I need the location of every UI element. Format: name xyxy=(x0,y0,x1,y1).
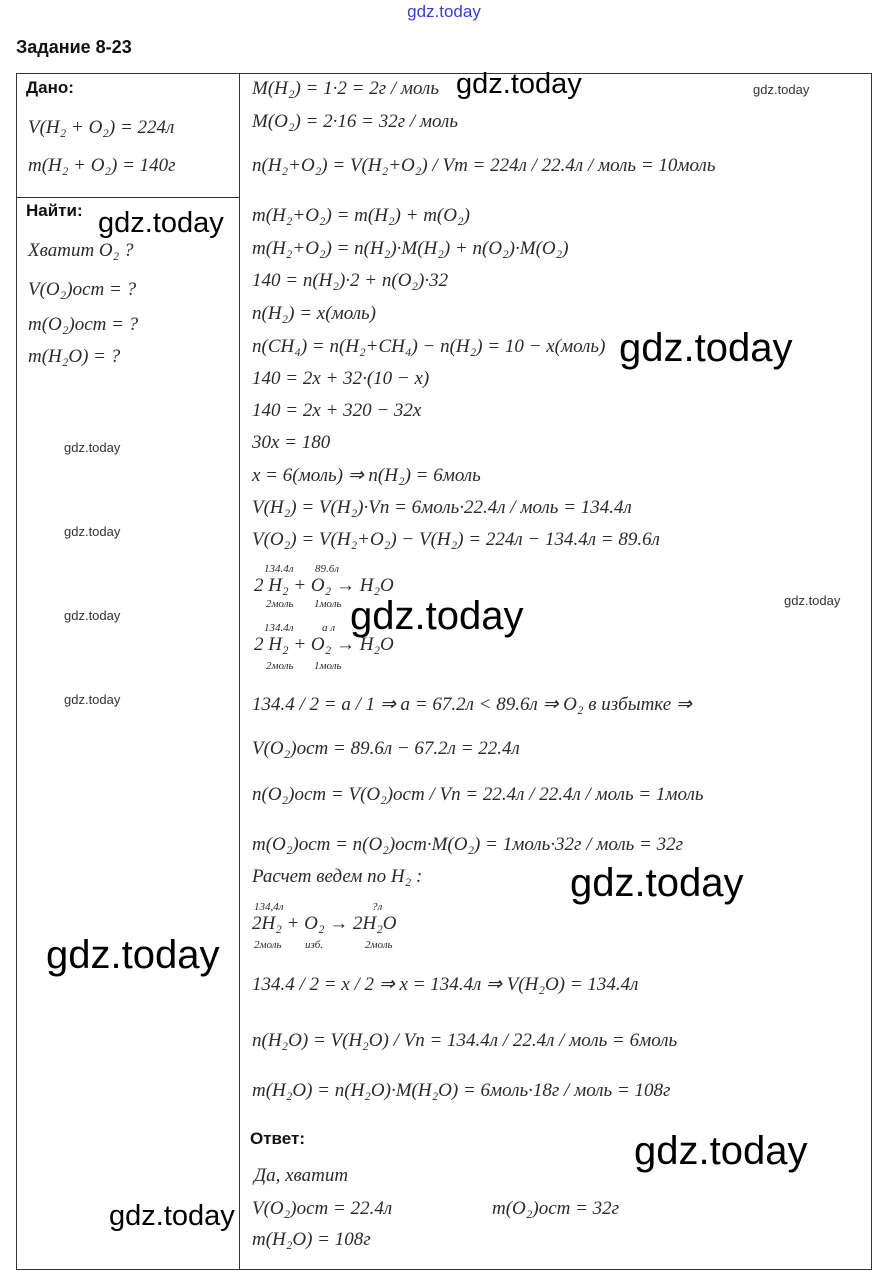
solution-line: 140 = n(H₂)·2 + n(O₂)·32 xyxy=(252,270,449,291)
solution-line: V(O₂) = V(H₂+O₂) − V(H₂) = 224л − 134.4л = 89.6л xyxy=(252,529,660,550)
solution-line: m(H₂+O₂) = n(H₂)·M(H₂) + n(O₂)·M(O₂) xyxy=(252,238,569,259)
watermark: gdz.today xyxy=(64,608,121,623)
reaction-label: 134.4л xyxy=(264,563,294,575)
find-label: Найти: xyxy=(26,201,83,220)
column-divider xyxy=(239,73,240,1270)
solution-line: M(H₂) = 1·2 = 2г / моль xyxy=(252,78,439,99)
answer-line: V(O₂)ост = 22.4л xyxy=(252,1198,393,1219)
solution-line: 140 = 2x + 32·(10 − x) xyxy=(252,368,430,389)
find-line: m(O₂)ост = ? xyxy=(28,314,139,335)
given-line: m(H₂ + O₂) = 140г xyxy=(28,155,176,176)
watermark: gdz.today xyxy=(64,524,121,539)
watermark: gdz.today xyxy=(634,1129,808,1173)
solution-line: x = 6(моль) ⇒ n(H₂) = 6моль xyxy=(252,465,481,486)
watermark: gdz.today xyxy=(64,692,121,707)
reaction-label: 134,4л xyxy=(254,901,284,913)
reaction-label: 2моль xyxy=(365,939,393,951)
site-header[interactable]: gdz.today xyxy=(407,2,481,21)
solution-line: n(O₂)ост = V(O₂)ост / Vn = 22.4л / 22.4л / моль = 1моль xyxy=(252,784,704,805)
solution-line: 134.4 / 2 = x / 2 ⇒ x = 134.4л ⇒ V(H₂O) = 134.4л xyxy=(252,974,639,995)
answer-line: m(H₂O) = 108г xyxy=(252,1229,371,1250)
given-find-divider xyxy=(16,197,240,198)
solution-line: 140 = 2x + 320 − 32x xyxy=(252,400,422,421)
task-title: Задание 8-23 xyxy=(16,37,132,57)
watermark: gdz.today xyxy=(98,207,224,239)
reaction-label: 2моль xyxy=(266,660,294,672)
solution-line: n(H₂+O₂) = V(H₂+O₂) / Vm = 224л / 22.4л / моль = 10моль xyxy=(252,155,716,176)
solution-line: m(O₂)ост = n(O₂)ост·M(O₂) = 1моль·32г / моль = 32г xyxy=(252,834,684,855)
answer-line: Да, хватит xyxy=(254,1165,349,1186)
watermark: gdz.today xyxy=(109,1200,235,1232)
solution-line: 30x = 180 xyxy=(252,432,331,453)
reaction-label: 1моль xyxy=(314,598,342,610)
reaction-label: 1моль xyxy=(314,660,342,672)
watermark: gdz.today xyxy=(46,933,220,977)
solution-line: V(O₂)ост = 89.6л − 67.2л = 22.4л xyxy=(252,738,520,759)
reaction-label: ?л xyxy=(372,901,383,913)
find-line: V(O₂)ост = ? xyxy=(28,279,137,300)
watermark: gdz.today xyxy=(784,593,841,608)
solution-line: n(H₂O) = V(H₂O) / Vn = 134.4л / 22.4л / моль = 6моль xyxy=(252,1030,678,1051)
solution-line: 134.4 / 2 = a / 1 ⇒ a = 67.2л < 89.6л ⇒ O₂ в избытке ⇒ xyxy=(252,694,692,715)
solution-line: m(H₂+O₂) = m(H₂) + m(O₂) xyxy=(252,205,470,226)
watermark: gdz.today xyxy=(64,440,121,455)
find-line: m(H₂O) = ? xyxy=(28,346,121,367)
watermark: gdz.today xyxy=(753,82,810,97)
reaction-label: a л xyxy=(322,622,336,634)
reaction-equation: 2 H₂ + O₂ → H₂O xyxy=(254,634,394,655)
reaction-label: изб. xyxy=(305,939,324,951)
answer-label: Ответ: xyxy=(250,1129,305,1148)
reaction-equation: 2 H₂ + O₂ → H₂O xyxy=(254,575,394,596)
reaction-label: 2моль xyxy=(266,598,294,610)
solution-line: n(H₂) = x(моль) xyxy=(252,303,376,324)
watermark: gdz.today xyxy=(456,68,582,100)
solution-line: V(H₂) = V(H₂)·Vn = 6моль·22.4л / моль = 134.4л xyxy=(252,497,632,518)
given-line: V(H₂ + O₂) = 224л xyxy=(28,117,175,138)
solution-line: M(O₂) = 2·16 = 32г / моль xyxy=(252,111,458,132)
find-line: Хватит O₂ ? xyxy=(28,240,134,261)
watermark: gdz.today xyxy=(619,326,793,370)
answer-line: m(O₂)ост = 32г xyxy=(492,1198,620,1219)
reaction-label: 134.4л xyxy=(264,622,294,634)
reaction-equation: 2H₂ + O₂ → 2H₂O xyxy=(252,913,397,934)
solution-line: Расчет ведем по H₂ : xyxy=(252,866,423,887)
given-label: Дано: xyxy=(26,78,74,97)
solution-line: n(CH₄) = n(H₂+CH₄) − n(H₂) = 10 − x(моль) xyxy=(252,336,606,357)
watermark: gdz.today xyxy=(350,594,524,638)
reaction-label: 89.6л xyxy=(315,563,340,575)
solution-line: m(H₂O) = n(H₂O)·M(H₂O) = 6моль·18г / моль = 108г xyxy=(252,1080,671,1101)
reaction-label: 2моль xyxy=(254,939,282,951)
watermark: gdz.today xyxy=(570,861,744,905)
